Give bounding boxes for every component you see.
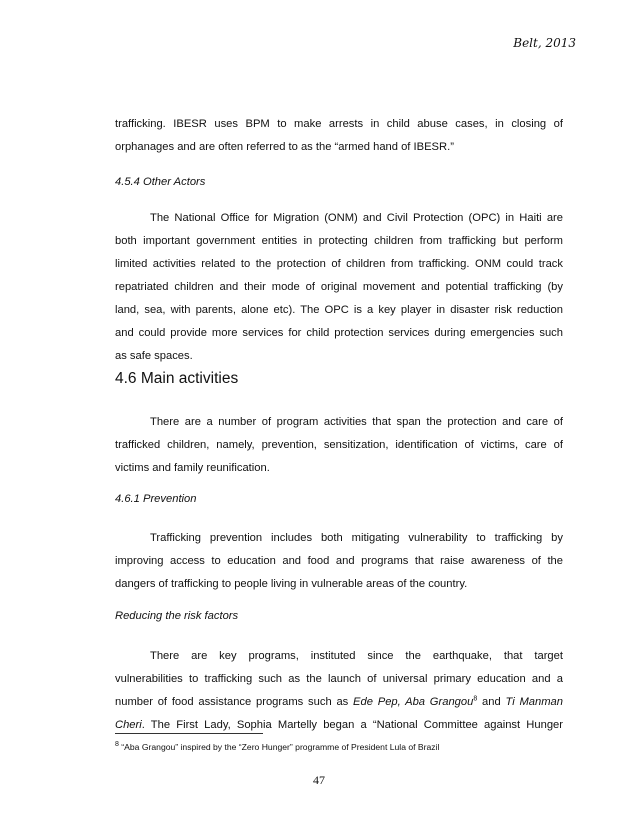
footnote-number: 8 [115, 741, 119, 749]
paragraph-ibesr [115, 113, 563, 159]
footnote-8 [115, 742, 439, 752]
text-line: vulnerabilities to trafficking such as the launch of universal primary education and a [115, 673, 563, 685]
text-run: number of food assistance programs such as [115, 696, 354, 708]
text-line: orphanages and are often referred to as the “armed hand of IBESR.” [115, 141, 454, 153]
page-number: 47 [313, 773, 325, 787]
text-line: trafficked children, namely, prevention, sensitization, identification of victims, care of [115, 439, 563, 451]
text-line: There are a number of program activities that span the protection and care of [150, 416, 563, 428]
text-line: repatriated children and their mode of original movement and potential trafficking (by [115, 281, 563, 293]
text-line: Trafficking prevention includes both mitigating vulnerability to trafficking by [150, 532, 563, 544]
text-line: and could provide more services for child protection services during emergencies such [115, 327, 563, 339]
footnote-divider [115, 733, 263, 734]
text-line: as safe spaces. [115, 350, 193, 362]
footnote-text: “Aba Grangou” inspired by the “Zero Hunger” programme of President Lula of Brazil [118, 742, 440, 752]
text-line: limited activities related to the protection of children from trafficking. ONM could track [115, 258, 563, 270]
text-line: The National Office for Migration (ONM) and Civil Protection (OPC) in Haiti are [150, 212, 563, 224]
program-name: Ede Pep, Aba Grangou [353, 696, 474, 708]
text-run: . The First Lady, Sophia Martelly began a “National Committee against Hunger [141, 719, 563, 731]
section-heading-4-6: 4.6 Main activities [115, 370, 239, 387]
program-name: Ti Manman [505, 696, 563, 708]
text-line: improving access to education and food and programs that raise awareness of the [115, 555, 563, 567]
paragraph-main-activities [115, 411, 563, 480]
text-line: victims and family reunification. [115, 462, 270, 474]
text-line: land, sea, with parents, alone etc). The OPC is a key player in disaster risk reduction [115, 304, 563, 316]
text-line: both important government entities in protecting children from trafficking but perform [115, 235, 563, 247]
program-name: Cheri [115, 719, 142, 731]
running-header: Belt, 2013 [513, 36, 576, 50]
paragraph-other-actors [115, 207, 563, 368]
text-run: and [477, 696, 506, 708]
footnote-ref: 8 [473, 695, 478, 703]
section-heading-4-5-4: 4.5.4 Other Actors [115, 176, 206, 188]
text-line [115, 691, 563, 714]
text-line: trafficking. IBESR uses BPM to make arrests in child abuse cases, in closing of [115, 118, 563, 130]
paragraph-reducing-risk [115, 645, 563, 737]
paragraph-prevention [115, 527, 563, 596]
section-heading-4-6-1: 4.6.1 Prevention [115, 493, 197, 505]
text-line: There are key programs, instituted since the earthquake, that target [150, 650, 563, 662]
subheading-reducing-risk: Reducing the risk factors [115, 610, 239, 622]
text-line: dangers of trafficking to people living in vulnerable areas of the country. [115, 578, 468, 590]
